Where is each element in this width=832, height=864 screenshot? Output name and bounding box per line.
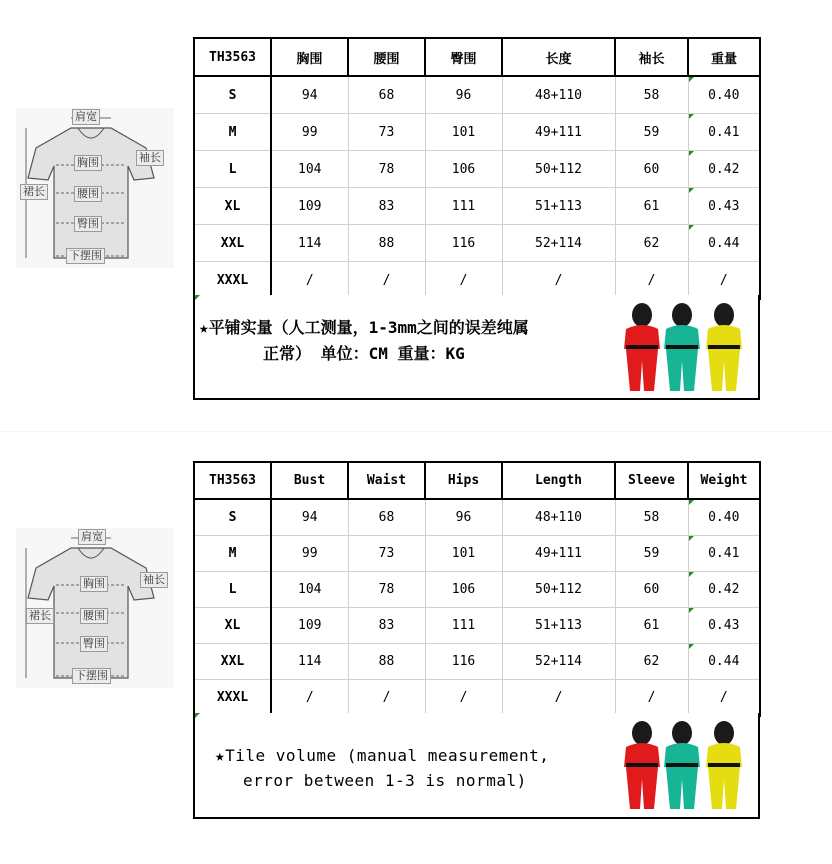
table-row [194, 499, 760, 536]
table-cell: 111 [425, 608, 502, 644]
model-red [624, 721, 660, 809]
table-cell: 51+113 [502, 608, 615, 644]
table-cell: 48+110 [502, 76, 615, 114]
table-cell: / [615, 262, 688, 300]
table-cell: / [688, 680, 760, 717]
table-cell: 104 [271, 151, 348, 188]
size-cell: S [194, 76, 271, 114]
table-cell: 88 [348, 225, 425, 262]
waist-label: 腰围 [74, 186, 102, 202]
bust-label: 胸围 [80, 576, 108, 592]
table-cell: 50+112 [502, 151, 615, 188]
table-header-row [194, 462, 760, 499]
table-cell: 96 [425, 499, 502, 536]
size-cell: XXXL [194, 262, 271, 300]
note-line-1: ★Tile volume (manual measurement, [215, 746, 550, 765]
header-length: Length [502, 462, 615, 499]
table-cell: 88 [348, 644, 425, 680]
table-row [194, 225, 760, 262]
weight-value: 0.43 [708, 198, 740, 214]
green-corner-mark [689, 188, 694, 193]
header-weight: Weight [688, 462, 760, 499]
table-cell: 78 [348, 572, 425, 608]
model-teal [664, 303, 700, 391]
table-cell: 94 [271, 499, 348, 536]
size-cell: XXL [194, 225, 271, 262]
table-cell: 49+111 [502, 536, 615, 572]
table-cell: 104 [271, 572, 348, 608]
table-row [194, 262, 760, 300]
size-cell: L [194, 572, 271, 608]
table-cell: 114 [271, 225, 348, 262]
table-cell: 52+114 [502, 644, 615, 680]
size-cell: XXXL [194, 680, 271, 717]
size-cell: S [194, 499, 271, 536]
note-line-1: ★平铺实量（人工测量，1-3mm之间的误差纯属 [199, 318, 529, 337]
size-cell: M [194, 536, 271, 572]
green-corner-mark [689, 225, 694, 230]
green-corner-mark [689, 644, 694, 649]
table-cell: 60 [615, 151, 688, 188]
table-row [194, 76, 760, 114]
table-cell [688, 499, 760, 536]
size-table-en [193, 461, 761, 717]
bust-label: 胸围 [74, 155, 102, 171]
measurement-note-box [193, 295, 760, 400]
table-cell: 62 [615, 225, 688, 262]
size-cell: M [194, 114, 271, 151]
table-cell: 78 [348, 151, 425, 188]
table-row [194, 680, 760, 717]
table-cell: 106 [425, 151, 502, 188]
table-cell: 96 [425, 76, 502, 114]
weight-value: 0.40 [708, 510, 740, 525]
sleeve-label: 袖长 [140, 572, 168, 588]
table-cell: / [502, 680, 615, 717]
size-cell: L [194, 151, 271, 188]
header-waist: 腰围 [348, 38, 425, 76]
header-hips: 臀围 [425, 38, 502, 76]
table-cell: 73 [348, 114, 425, 151]
hips-label: 臀围 [80, 636, 108, 652]
green-corner-mark [689, 151, 694, 156]
size-cell: XL [194, 608, 271, 644]
header-sleeve: Sleeve [615, 462, 688, 499]
table-cell: 62 [615, 644, 688, 680]
table-cell: / [271, 262, 348, 300]
table-row [194, 608, 760, 644]
table-cell: 99 [271, 536, 348, 572]
table-cell [688, 536, 760, 572]
table-cell: 109 [271, 608, 348, 644]
note-line-2: 正常） 单位：CM 重量：KG [263, 344, 465, 363]
header-bust: 胸围 [271, 38, 348, 76]
table-cell [688, 644, 760, 680]
table-cell [688, 225, 760, 262]
table-row [194, 644, 760, 680]
size-cell: XXL [194, 644, 271, 680]
green-corner-mark [689, 114, 694, 119]
product-models-image [614, 301, 754, 393]
hem-label: 下摆围 [72, 668, 111, 684]
header-weight: 重量 [688, 38, 760, 76]
model-red [624, 303, 660, 391]
table-cell: 48+110 [502, 499, 615, 536]
table-row [194, 114, 760, 151]
table-cell [688, 608, 760, 644]
sleeve-label: 袖长 [136, 150, 164, 166]
table-cell: / [425, 680, 502, 717]
table-cell: 52+114 [502, 225, 615, 262]
table-cell: 109 [271, 188, 348, 225]
table-cell: 83 [348, 188, 425, 225]
shoulder-label: 肩宽 [72, 109, 100, 125]
table-cell: 59 [615, 536, 688, 572]
table-cell: / [271, 680, 348, 717]
table-cell: 99 [271, 114, 348, 151]
table-cell: / [502, 262, 615, 300]
table-cell: 68 [348, 499, 425, 536]
table-cell: 114 [271, 644, 348, 680]
weight-value: 0.41 [708, 124, 740, 140]
table-cell: 106 [425, 572, 502, 608]
table-cell [688, 572, 760, 608]
size-cell: XL [194, 188, 271, 225]
table-cell: / [615, 680, 688, 717]
table-cell: 60 [615, 572, 688, 608]
weight-value: 0.41 [708, 546, 740, 561]
table-cell: 101 [425, 536, 502, 572]
green-corner-mark [689, 536, 694, 541]
model-yellow [706, 303, 742, 391]
note-line-2: error between 1-3 is normal) [243, 771, 527, 790]
header-sleeve: 袖长 [615, 38, 688, 76]
table-cell: 73 [348, 536, 425, 572]
table-cell: 49+111 [502, 114, 615, 151]
green-corner-mark [689, 608, 694, 613]
table-cell: 61 [615, 608, 688, 644]
header-bust: Bust [271, 462, 348, 499]
table-cell: 116 [425, 225, 502, 262]
table-cell: / [425, 262, 502, 300]
table-cell [688, 188, 760, 225]
measurement-note-box [193, 713, 760, 819]
table-cell [688, 151, 760, 188]
measurement-note [215, 743, 595, 793]
size-table-cn [193, 37, 761, 300]
model-teal [664, 721, 700, 809]
length-label: 裙长 [26, 608, 54, 624]
table-cell: 116 [425, 644, 502, 680]
dress-measurement-diagram [16, 108, 174, 268]
weight-value: 0.42 [708, 161, 740, 177]
weight-value: 0.44 [708, 235, 740, 251]
table-cell: 51+113 [502, 188, 615, 225]
table-row [194, 151, 760, 188]
table-row [194, 536, 760, 572]
product-models-image [614, 719, 754, 811]
table-row [194, 572, 760, 608]
table-cell: / [348, 680, 425, 717]
model-yellow [706, 721, 742, 809]
table-cell: 58 [615, 499, 688, 536]
table-cell: / [348, 262, 425, 300]
green-corner-mark [195, 713, 200, 718]
waist-label: 腰围 [80, 608, 108, 624]
table-header-row [194, 38, 760, 76]
hem-label: 下摆围 [66, 248, 105, 264]
table-cell: 61 [615, 188, 688, 225]
table-cell: 101 [425, 114, 502, 151]
table-cell: 59 [615, 114, 688, 151]
green-corner-mark [195, 295, 200, 300]
table-cell: 68 [348, 76, 425, 114]
header-hips: Hips [425, 462, 502, 499]
measurement-note [199, 315, 611, 367]
table-cell: 83 [348, 608, 425, 644]
table-cell: 94 [271, 76, 348, 114]
hips-label: 臀围 [74, 216, 102, 232]
header-code: TH3563 [194, 462, 271, 499]
length-label: 裙长 [20, 184, 48, 200]
green-corner-mark [689, 572, 694, 577]
size-chart-english [0, 432, 832, 864]
shoulder-label: 肩宽 [78, 529, 106, 545]
green-corner-mark [689, 500, 694, 505]
table-cell: / [688, 262, 760, 300]
weight-value: 0.42 [708, 582, 740, 597]
table-cell [688, 114, 760, 151]
dress-measurement-diagram [16, 528, 174, 688]
table-cell: 58 [615, 76, 688, 114]
weight-value: 0.44 [708, 654, 740, 669]
weight-value: 0.40 [708, 87, 740, 103]
table-cell: 50+112 [502, 572, 615, 608]
header-length: 长度 [502, 38, 615, 76]
header-waist: Waist [348, 462, 425, 499]
header-code: TH3563 [194, 38, 271, 76]
table-cell: 111 [425, 188, 502, 225]
green-corner-mark [689, 77, 694, 82]
weight-value: 0.43 [708, 618, 740, 633]
table-row [194, 188, 760, 225]
table-cell [688, 76, 760, 114]
